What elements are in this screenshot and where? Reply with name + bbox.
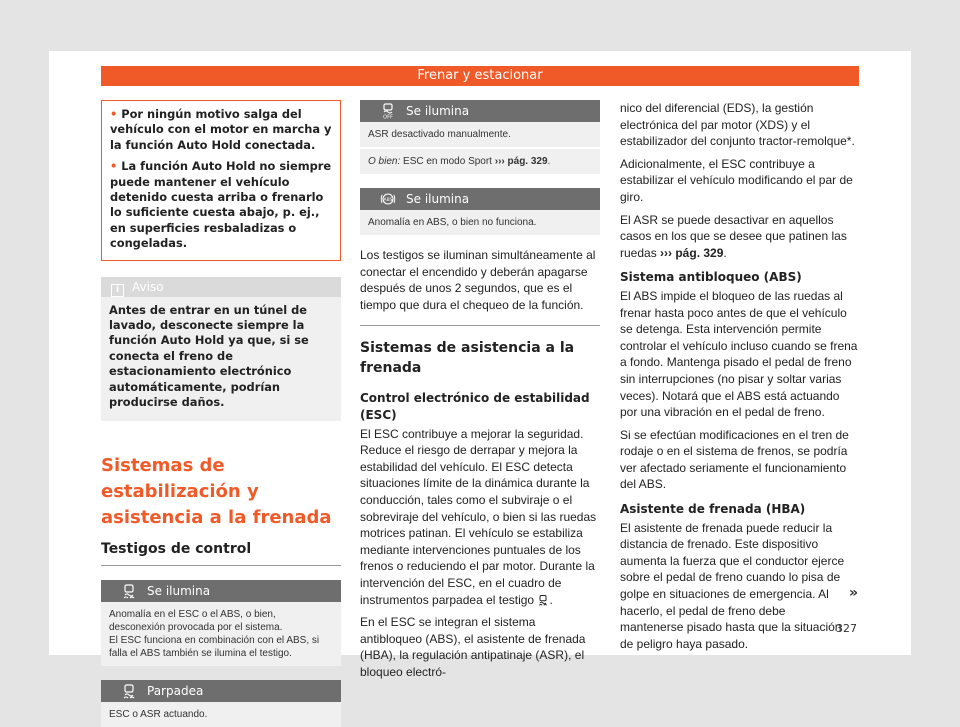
section-subtitle: Testigos de control: [101, 539, 341, 566]
paragraph: El asistente de frenada puede reducir la distancia de frenado. Este dispositivo aumenta la fuerza que el conductor ejerce sobre el pedal de freno cuando lo pisa de golpe en situaciones de emergencia. Al hacerlo, el pedal de freno debe mantenerse pisado hasta que la situación de peligro haya pasado.: [620, 520, 845, 651]
notice-box: [101, 277, 341, 421]
continue-mark: »: [849, 585, 859, 601]
abs-heading: Sistema antibloqueo (ABS): [620, 270, 802, 285]
page-reference[interactable]: ››› pág. 329: [660, 245, 724, 260]
paragraph: El ASR se puede desactivar en aquellos casos en los que se desee que patinen las ruedas ››› pág. 329.: [620, 212, 847, 260]
info-icon: i: [111, 284, 124, 297]
paragraph: Adicionalmente, el ESC contribuye a estabilizar el vehículo modificando el par de giro.: [620, 156, 853, 204]
notice-text: Antes de entrar en un túnel de lavado, desconecte siempre la función Auto Hold ya que, si se conecta el freno de estacionamiento electrónico automáticamente, podrían producirse daños.: [109, 302, 309, 410]
esc-paragraph-2: En el ESC se integran el sistema antibloqueo (ABS), el asistente de frenada (HBA), la regulación antipatinaje (ASR), el bloqueo electró-: [360, 615, 586, 679]
asr-off-icon: [380, 103, 396, 119]
column-3: [620, 100, 860, 658]
svg-text:ABS: ABS: [383, 197, 393, 203]
warning-item: • Por ningún motivo salga del vehículo con el motor en marcha y la función Auto Hold conectada.: [110, 107, 332, 152]
esc-heading: Control electrónico de estabilidad (ESC): [360, 391, 590, 422]
table-cell: Anomalía en ABS, o bien no funciona.: [360, 210, 600, 235]
bullet-icon: •: [110, 159, 118, 174]
table-header: Parpadea: [101, 680, 341, 702]
intro-paragraph: Los testigos se iluminan simultáneamente al conectar el encendido y deberán apagarse después de unos 2 segundos, que es el tiempo que dura el chequeo de la función.: [360, 248, 596, 312]
section-title: Sistemas de estabilización y asistencia a la frenada: [101, 454, 332, 528]
column-2: [360, 100, 600, 686]
table-cell: ASR desactivado manualmente.: [360, 122, 600, 147]
table-header: ABS Se ilumina: [360, 188, 600, 210]
svg-text:OFF: OFF: [383, 114, 393, 119]
page-reference[interactable]: ››› pág. 329: [494, 156, 548, 167]
table-cell: ESC o ASR actuando.: [101, 702, 341, 727]
indicator-table-esc-on: [101, 580, 341, 666]
paragraph: El ABS impide el bloqueo de las ruedas al frenar hasta poco antes de que el vehículo se detenga. Esta intervención permite controlar el vehículo incluso cuando se frena a fondo. Mantenga pisado el pedal de freno sin interrupciones (no pisar y soltar varias veces). Notará que el ABS está actuando por una vibración en el pedal de freno.: [620, 288, 858, 420]
table-header: Se ilumina: [101, 580, 341, 602]
column-1: [101, 100, 341, 727]
warning-box: [101, 100, 341, 261]
paragraph: Si se efectúan modificaciones en el tren de rodaje o en el sistema de frenos, se podría ver afectado seriamente el funcionamiento del ABS.: [620, 427, 849, 492]
hba-heading: Asistente de frenada (HBA): [620, 502, 806, 517]
table-header: OFF Se ilumina: [360, 100, 600, 122]
subsection-title: Sistemas de asistencia a la frenada: [360, 325, 600, 378]
paragraph: nico del diferencial (EDS), la gestión electrónica del par motor (XDS) y el estabilizador del conjunto tractor-remolque*.: [620, 101, 855, 149]
notice-header: i Aviso: [101, 277, 341, 297]
table-cell: O bien: ESC en modo Sport ››› pág. 329.: [360, 147, 600, 174]
page-header: Frenar y estacionar: [101, 66, 859, 86]
bullet-icon: •: [110, 107, 118, 121]
esc-icon: [537, 594, 549, 606]
indicator-table-asr: [360, 100, 600, 174]
esc-icon: [121, 683, 137, 699]
esc-icon: [121, 583, 137, 599]
table-cell: Anomalía en el ESC o el ABS, o bien, desconexión provocada por el sistema. El ESC funciona en combinación con el ABS, si falla el ABS también se ilumina el testigo.: [101, 602, 341, 666]
indicator-table-abs: [360, 188, 600, 235]
warning-item: • La función Auto Hold no siempre puede mantener el vehículo detenido cuesta arriba o frenarlo lo suficiente cuesta abajo, p. ej., en superficies resbaladizas o congeladas.: [110, 159, 332, 251]
esc-paragraph: El ESC contribuye a mejorar la seguridad. Reduce el riesgo de derrapar y mejora la estabilidad del vehículo. El ESC detecta situaciones límite de la dinámica durante la conducción, tales como el subviraje o el sobreviraje del vehículo, o bien si las ruedas motrices patinan. El vehículo se estabiliza mediante intervenciones puntuales de los frenos o reduciendo el par motor. Durante la intervención del ESC, en el cuadro de instrumentos parpadea el testigo .: [360, 426, 597, 607]
indicator-table-esc-blink: [101, 680, 341, 727]
abs-icon: [380, 191, 396, 207]
page-number: 327: [836, 622, 857, 635]
